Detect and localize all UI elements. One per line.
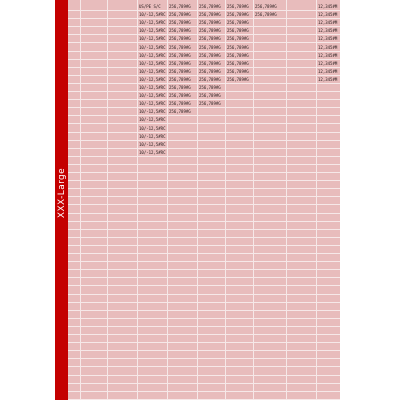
table-row: [68, 3, 340, 11]
table-cell: 256,789#G: [199, 68, 221, 74]
empty-row: [68, 311, 340, 319]
table-cell: 256,789#G: [255, 12, 277, 18]
table-cell: 256,789#G: [169, 85, 191, 90]
table-cell: 10/-12,5#RC: [139, 149, 166, 155]
empty-row: [68, 206, 340, 214]
empty-row: [68, 173, 340, 181]
table-cell: 10/-12,5#RC: [139, 52, 166, 58]
empty-row: [68, 246, 340, 254]
table-cell: 12,345#M: [318, 68, 338, 74]
table-cell: 256,789#G: [199, 60, 221, 66]
table-cell: 256,789#G: [169, 76, 191, 82]
table-cell: 256,789#G: [169, 101, 191, 107]
table-cell: 256,789#G: [227, 60, 249, 66]
table-cell: 256,789#G: [199, 93, 221, 99]
table-cell: 256,789#G: [169, 36, 191, 42]
table-cell: 256,789#G: [199, 44, 221, 50]
empty-row: [68, 238, 340, 246]
empty-row: [68, 384, 340, 392]
table-cell: 12,345#M: [318, 60, 338, 66]
table-cell: 10/-12,5#RC: [139, 85, 166, 90]
table-cell: 12,345#M: [318, 44, 338, 50]
table-row: [68, 60, 340, 68]
table-cell: 256,789#G: [169, 52, 191, 58]
table-cell: 12,345#M: [318, 52, 338, 58]
table-cell: 256,789#G: [227, 12, 249, 18]
table-row: [68, 100, 340, 108]
table-cell: 256,789#G: [169, 4, 191, 9]
table-row: [68, 125, 340, 133]
empty-row: [68, 189, 340, 197]
table-cell: 256,789#G: [227, 44, 249, 50]
empty-row: [68, 262, 340, 270]
table-cell: 256,789#G: [169, 109, 191, 115]
table-cell: 256,789#G: [227, 36, 249, 42]
empty-row: [68, 270, 340, 278]
table-cell: 12,345#M: [318, 28, 338, 34]
empty-row: [68, 392, 340, 400]
table-cell: 10/-12,5#RC: [139, 12, 166, 18]
table-cell: US/PE S/C: [139, 4, 161, 9]
empty-row: [68, 295, 340, 303]
size-category-band: [55, 0, 68, 400]
table-row: [68, 141, 340, 149]
table-cell: 256,789#G: [169, 12, 191, 18]
table-row: [68, 68, 340, 76]
table-cell: 256,789#G: [169, 28, 191, 34]
table-cell: 10/-12,5#RC: [139, 125, 166, 131]
table-row: [68, 92, 340, 100]
empty-row: [68, 287, 340, 295]
empty-row: [68, 319, 340, 327]
table-cell: 256,789#G: [199, 12, 221, 18]
table-cell: 10/-12,5#RC: [139, 117, 166, 123]
table-cell: 256,789#G: [227, 20, 249, 26]
table-cell: 10/-12,5#RC: [139, 44, 166, 50]
table-row: [68, 11, 340, 19]
table-cell: 10/-12,5#RC: [139, 109, 166, 115]
empty-row: [68, 327, 340, 335]
empty-row: [68, 197, 340, 205]
table-row: [68, 108, 340, 116]
empty-row: [68, 230, 340, 238]
spreadsheet-page: [55, 0, 340, 400]
table-cell: 12,345#M: [318, 4, 338, 9]
table-cell: 10/-12,5#RC: [139, 36, 166, 42]
table-cell: 10/-12,5#RC: [139, 20, 166, 26]
table-cell: 256,789#G: [199, 101, 221, 107]
empty-row: [68, 214, 340, 222]
table-cell: 256,789#G: [227, 68, 249, 74]
table-cell: 12,345#M: [318, 36, 338, 42]
table-row: [68, 133, 340, 141]
table-row: [68, 44, 340, 52]
table-cell: 256,789#G: [227, 4, 249, 9]
table-row: [68, 149, 340, 157]
table-cell: 256,789#G: [169, 20, 191, 26]
empty-row: [68, 157, 340, 165]
empty-row: [68, 368, 340, 376]
table-row: [68, 27, 340, 35]
table-row: [68, 84, 340, 92]
table-cell: 10/-12,5#RC: [139, 60, 166, 66]
table-cell: 256,789#G: [199, 28, 221, 34]
empty-row: [68, 222, 340, 230]
empty-row: [68, 254, 340, 262]
table-cell: 256,789#G: [199, 36, 221, 42]
table-cell: 12,345#M: [318, 12, 338, 18]
empty-row: [68, 376, 340, 384]
size-category-label: XXX-Large: [57, 167, 67, 219]
table-row: [68, 35, 340, 43]
table-cell: 256,789#G: [169, 68, 191, 74]
table-cell: 256,789#G: [199, 85, 221, 90]
table-cell: 256,789#G: [199, 4, 221, 9]
empty-row: [68, 165, 340, 173]
table-cell: 256,789#G: [255, 4, 277, 9]
table-row: [68, 19, 340, 27]
empty-row: [68, 343, 340, 351]
table-cell: 12,345#M: [318, 76, 338, 82]
table-cell: 256,789#G: [227, 76, 249, 82]
table-cell: 256,789#G: [199, 20, 221, 26]
table-cell: 10/-12,5#RC: [139, 68, 166, 74]
table-cell: 256,789#G: [227, 28, 249, 34]
table-cell: 10/-12,5#RC: [139, 28, 166, 34]
table-cell: 256,789#G: [199, 52, 221, 58]
table-cell: 10/-12,5#RC: [139, 76, 166, 82]
table-cell: 256,789#G: [169, 60, 191, 66]
table-cell: 256,789#G: [169, 44, 191, 50]
table-cell: 10/-12,5#RC: [139, 133, 166, 139]
empty-row: [68, 181, 340, 189]
table-row: [68, 76, 340, 84]
table-row: [68, 116, 340, 124]
empty-row: [68, 278, 340, 286]
table-row: [68, 52, 340, 60]
empty-row: [68, 359, 340, 367]
empty-row: [68, 351, 340, 359]
table-cell: 256,789#G: [169, 93, 191, 99]
table-cell: 12,345#M: [318, 20, 338, 26]
empty-row: [68, 335, 340, 343]
table-cell: 256,789#G: [227, 52, 249, 58]
table-cell: 256,789#G: [199, 76, 221, 82]
table-cell: 10/-12,5#RC: [139, 93, 166, 99]
table-cell: 10/-12,5#RC: [139, 141, 166, 147]
table-cell: 10/-12,5#RC: [139, 101, 166, 107]
empty-row: [68, 303, 340, 311]
